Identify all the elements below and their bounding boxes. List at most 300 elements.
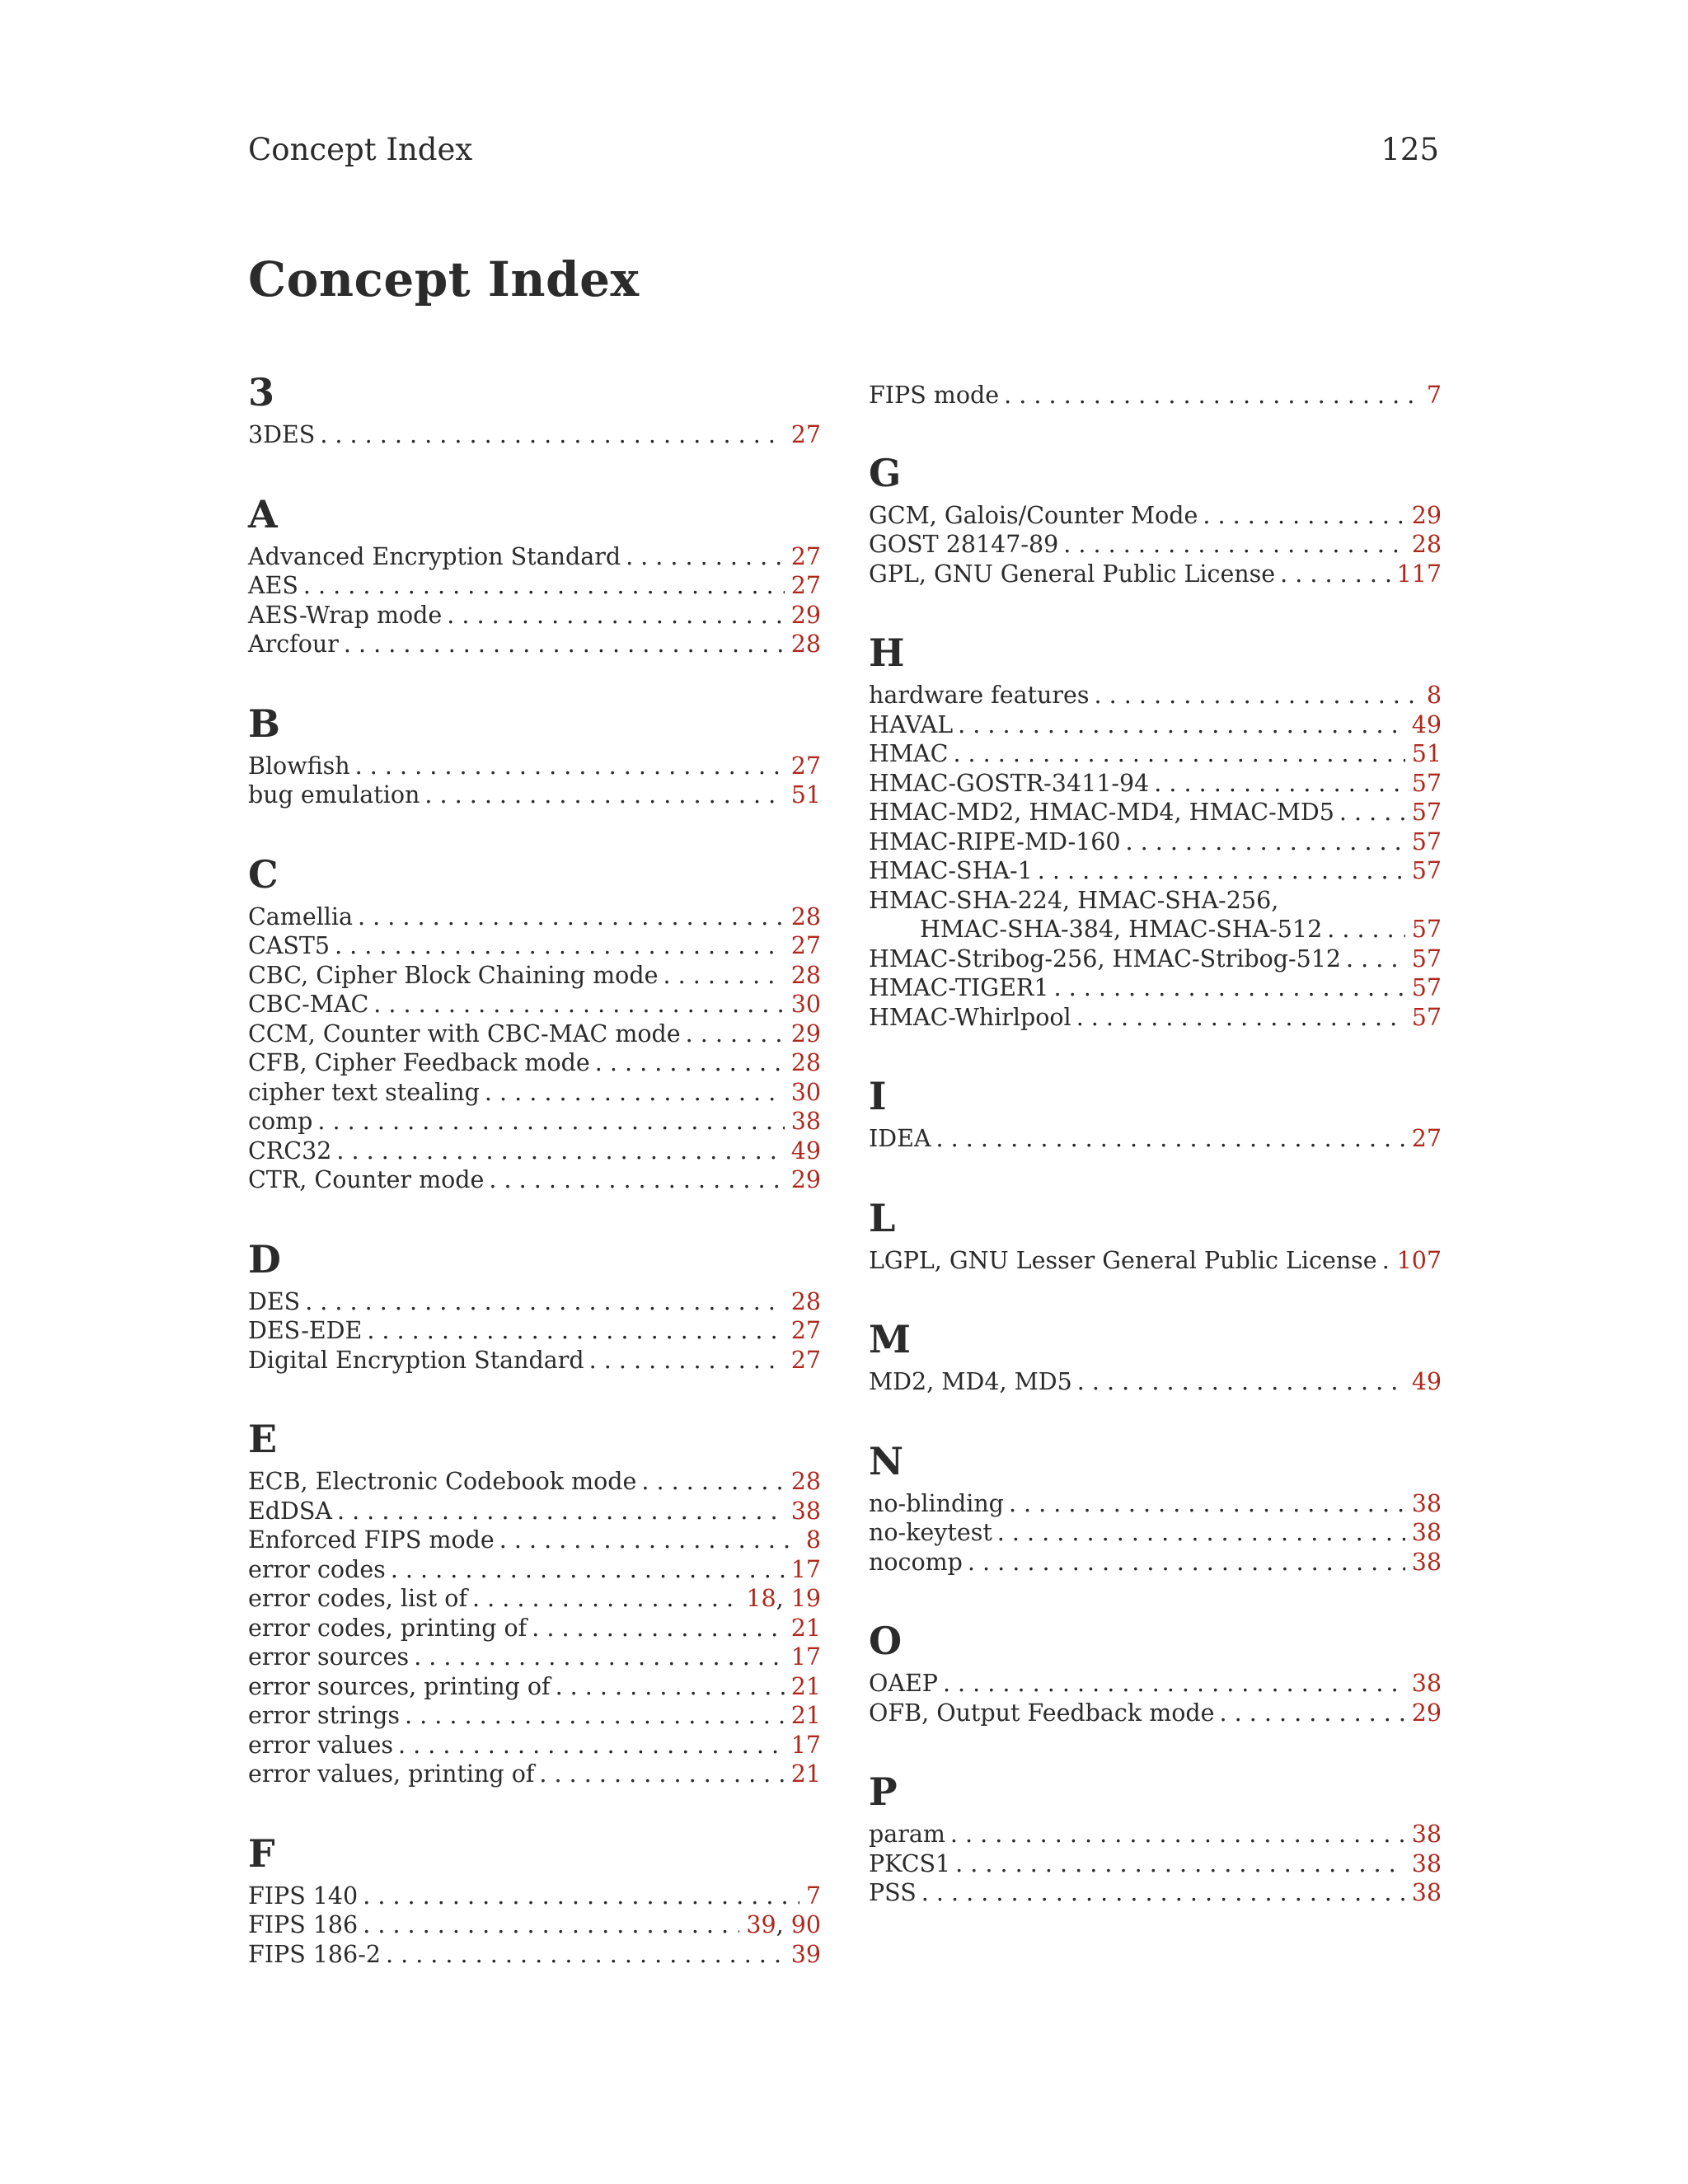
page-link[interactable]: 27: [790, 1346, 821, 1374]
page-link[interactable]: 7: [1426, 382, 1442, 409]
section-letter: A: [248, 491, 278, 537]
dot-leader: [997, 1518, 1405, 1548]
page-references: [791, 630, 821, 659]
page-references: [1412, 1669, 1442, 1699]
index-entry: [869, 769, 1442, 799]
page-link[interactable]: 90: [790, 1911, 821, 1938]
index-entry: [248, 1584, 821, 1614]
index-entry: [869, 944, 1442, 974]
page-link[interactable]: 8: [805, 1526, 821, 1554]
page-references: [791, 1019, 821, 1049]
index-entry: [248, 1165, 821, 1195]
index-section: [248, 1418, 821, 1789]
index-section: [869, 1318, 1442, 1397]
index-section: [869, 452, 1442, 589]
entry-term: CCM, Counter with CBC-MAC mode: [248, 1019, 681, 1047]
dot-leader: [556, 1672, 785, 1702]
index-section: [869, 1197, 1442, 1276]
entry-term: no-blinding: [869, 1489, 1004, 1517]
entry-term: HAVAL: [869, 710, 954, 738]
index-entry: [248, 780, 821, 810]
page-link[interactable]: 38: [1411, 1879, 1442, 1906]
page-references: [1412, 501, 1442, 531]
dot-leader: [1076, 1003, 1405, 1033]
index-entry: [869, 856, 1442, 886]
dot-leader: [363, 1882, 799, 1911]
index-entry: [869, 501, 1442, 531]
page-link[interactable]: 17: [790, 1731, 821, 1759]
page-link[interactable]: 28: [790, 902, 821, 930]
page-link[interactable]: 38: [1411, 1670, 1442, 1697]
entry-term: HMAC-GOSTR-3411-94: [869, 769, 1150, 797]
entry-term: no-keytest: [869, 1519, 992, 1546]
page-link[interactable]: 117: [1396, 560, 1442, 588]
section-letter: D: [248, 1236, 281, 1282]
page-references: [791, 1078, 821, 1108]
entry-term: FIPS 186: [248, 1911, 359, 1938]
page-link[interactable]: 107: [1396, 1246, 1442, 1274]
index-entry: [248, 630, 821, 659]
index-entry: [248, 931, 821, 961]
page-link[interactable]: 28: [790, 961, 821, 989]
index-entry: [248, 990, 821, 1019]
entry-term: comp: [248, 1108, 313, 1135]
page-references: [791, 1731, 821, 1760]
index-entry: [869, 1003, 1442, 1033]
dot-leader: [968, 1548, 1405, 1577]
page-references: [1412, 739, 1442, 769]
index-section: [248, 1238, 821, 1376]
entry-term: LGPL, GNU Lesser General Public License: [869, 1246, 1377, 1274]
page-references: [791, 1701, 821, 1731]
index-entry: [869, 681, 1442, 710]
page-link[interactable]: 28: [790, 630, 821, 658]
dot-leader: [398, 1731, 785, 1760]
index-entry: [248, 1555, 821, 1585]
index-entry: [869, 381, 1442, 410]
entry-term: AES: [248, 572, 298, 599]
dot-leader: [335, 931, 785, 961]
index-entry: [248, 752, 821, 781]
entry-term: HMAC-MD2, HMAC-MD4, HMAC-MD5: [869, 799, 1334, 826]
dot-leader: [320, 420, 784, 450]
page-references: [791, 1048, 821, 1078]
index-entry: [869, 1699, 1442, 1728]
index-entry: [248, 420, 821, 450]
dot-leader: [424, 780, 784, 810]
page-link[interactable]: 27: [790, 932, 821, 959]
page-references: [791, 1346, 821, 1376]
index-entry: [248, 902, 821, 932]
page-references: [791, 1467, 821, 1497]
page-references: [1412, 1878, 1442, 1908]
index-entry: [248, 1467, 821, 1497]
index-entry: [248, 1316, 821, 1346]
dot-leader: [1280, 560, 1390, 589]
dot-leader: [373, 990, 784, 1019]
index-section: [869, 1770, 1442, 1908]
page-references: [1412, 915, 1442, 944]
entry-term: HMAC-SHA-1: [869, 857, 1033, 884]
page-link[interactable]: 57: [1411, 799, 1442, 826]
page-link[interactable]: 27: [1411, 1125, 1442, 1152]
entry-term: Advanced Encryption Standard: [248, 542, 621, 570]
page-link[interactable]: 27: [790, 752, 821, 780]
dot-leader: [1004, 381, 1420, 410]
index-entry: [248, 1346, 821, 1376]
page-references: [1412, 1849, 1442, 1879]
page-references: [746, 1910, 821, 1940]
section-letter: P: [869, 1769, 898, 1814]
page-references: [1427, 381, 1442, 410]
entry-term: error values: [248, 1731, 394, 1759]
page-link[interactable]: 21: [790, 1672, 821, 1700]
index-entry: [248, 1701, 821, 1731]
dot-leader: [386, 1940, 785, 1970]
page-link[interactable]: 39: [746, 1911, 776, 1938]
dot-leader: [485, 1078, 785, 1108]
entry-term: FIPS 140: [248, 1882, 359, 1910]
page-link[interactable]: 8: [1426, 682, 1442, 709]
dot-leader: [950, 1820, 1405, 1849]
entry-term: AES-Wrap mode: [248, 601, 443, 629]
dot-leader: [955, 1849, 1405, 1879]
index-entry: [248, 1078, 821, 1108]
entry-term: Arcfour: [248, 630, 339, 658]
dot-leader: [1220, 1699, 1405, 1728]
page-link[interactable]: 57: [1411, 944, 1442, 972]
index-section: [248, 702, 821, 810]
page-link[interactable]: 29: [1411, 1699, 1442, 1727]
index-section: [248, 1832, 821, 1970]
page-references: [791, 1940, 821, 1970]
entry-term: error codes: [248, 1555, 386, 1583]
index-entry: [869, 1878, 1442, 1908]
index-section: [869, 381, 1442, 410]
dot-leader: [472, 1584, 739, 1614]
page-link[interactable]: 28: [790, 1049, 821, 1076]
dot-leader: [1077, 1367, 1405, 1397]
index-entry: [869, 1124, 1442, 1154]
page-link[interactable]: 38: [1411, 1489, 1442, 1517]
page-references: [1397, 560, 1442, 589]
page-link[interactable]: 38: [790, 1497, 821, 1525]
dot-leader: [358, 902, 785, 932]
entry-term: ECB, Electronic Codebook mode: [248, 1468, 637, 1495]
dot-leader: [1327, 915, 1405, 944]
page-link[interactable]: 49: [790, 1137, 821, 1165]
page-references: [1427, 681, 1442, 710]
entry-term: HMAC: [869, 740, 949, 767]
dot-leader: [405, 1701, 785, 1731]
page-link[interactable]: 7: [805, 1882, 821, 1910]
dot-leader: [686, 1019, 785, 1049]
page-link[interactable]: 38: [790, 1108, 821, 1135]
page-references: [1412, 1699, 1442, 1728]
page-link[interactable]: 30: [790, 1078, 821, 1106]
dot-leader: [1382, 1246, 1390, 1276]
entry-term: HMAC-SHA-224, HMAC-SHA-256,: [869, 886, 1279, 914]
dot-leader: [589, 1346, 785, 1376]
index-entry: [248, 1287, 821, 1317]
entry-term: PSS: [869, 1879, 917, 1906]
entry-term: param: [869, 1821, 945, 1848]
page-link[interactable]: 17: [790, 1555, 821, 1583]
index-entry: [869, 1518, 1442, 1548]
entry-term: bug emulation: [248, 781, 420, 808]
index-section: [869, 631, 1442, 1032]
section-letter: O: [869, 1619, 903, 1663]
index-entry: [248, 542, 821, 572]
page-link[interactable]: 21: [790, 1760, 821, 1788]
entry-term: 3DES: [248, 421, 316, 448]
page-references: [791, 1316, 821, 1346]
entry-term: nocomp: [869, 1548, 963, 1576]
page-link[interactable]: 57: [1411, 916, 1442, 943]
page-references: [1412, 1367, 1442, 1397]
dot-leader: [1339, 798, 1405, 827]
index-entry: [869, 1246, 1442, 1276]
index-entry: [869, 1489, 1442, 1519]
index-entry: [248, 1137, 821, 1166]
index-entry: [869, 739, 1442, 769]
page-link[interactable]: 19: [790, 1585, 821, 1612]
dot-leader: [936, 1124, 1405, 1154]
entry-term: MD2, MD4, MD5: [869, 1368, 1072, 1395]
entry-term: GPL, GNU General Public License: [869, 560, 1276, 588]
dot-leader: [626, 542, 785, 572]
entry-term: error strings: [248, 1702, 400, 1729]
page-references: [791, 1555, 821, 1585]
page-link[interactable]: 27: [790, 572, 821, 599]
entry-term: HMAC-Whirlpool: [869, 1003, 1071, 1031]
page-references: [1412, 1820, 1442, 1849]
index-entry: [869, 798, 1442, 827]
page-link[interactable]: 28: [790, 1468, 821, 1495]
index-entry: [869, 1849, 1442, 1879]
dot-leader: [641, 1467, 784, 1497]
page-link[interactable]: 29: [790, 1166, 821, 1193]
section-letter: M: [869, 1317, 911, 1361]
dot-leader: [1203, 501, 1404, 531]
page-link[interactable]: 39: [790, 1940, 821, 1968]
index-entry: [248, 1048, 821, 1078]
entry-term: OAEP: [869, 1670, 938, 1697]
page-references: [1412, 944, 1442, 974]
page-references: [1412, 827, 1442, 857]
page-link[interactable]: 27: [790, 1317, 821, 1344]
index-entry: [248, 1760, 821, 1789]
page-references: [791, 1760, 821, 1789]
entry-term: error values, printing of: [248, 1760, 535, 1788]
page-references: [791, 752, 821, 781]
page-link[interactable]: 57: [1411, 1003, 1442, 1031]
page-link[interactable]: 27: [790, 542, 821, 570]
page-link[interactable]: 57: [1411, 827, 1442, 855]
page-link[interactable]: 57: [1411, 769, 1442, 797]
index-entry: [869, 710, 1442, 740]
page-link[interactable]: 49: [1411, 1368, 1442, 1395]
page-link[interactable]: 29: [790, 601, 821, 629]
index-entry: [248, 571, 821, 601]
page-link[interactable]: 17: [790, 1643, 821, 1671]
page-references: [791, 1287, 821, 1317]
index-entry: [869, 886, 1442, 944]
entry-term: CTR, Counter mode: [248, 1166, 485, 1193]
page-references: [806, 1882, 821, 1911]
page-title: Concept Index: [248, 251, 640, 307]
index-section: [248, 493, 821, 659]
entry-term: HMAC-Stribog-256, HMAC-Stribog-512: [869, 944, 1342, 972]
page-references: [791, 571, 821, 601]
dot-leader: [921, 1878, 1405, 1908]
running-header-title: Concept Index: [248, 132, 473, 167]
index-entry: [248, 1643, 821, 1672]
dot-leader: [447, 601, 784, 630]
page-references: [1412, 710, 1442, 740]
dot-leader: [337, 1497, 785, 1526]
dot-leader: [355, 752, 785, 781]
entry-term: HMAC-RIPE-MD-160: [869, 827, 1121, 855]
entry-term: error sources: [248, 1643, 410, 1671]
entry-term: PKCS1: [869, 1849, 951, 1877]
dot-leader: [1038, 856, 1405, 886]
page-link[interactable]: 21: [790, 1614, 821, 1642]
page-link[interactable]: 57: [1411, 857, 1442, 884]
entry-term-continuation: HMAC-SHA-384, HMAC-SHA-512: [920, 916, 1323, 943]
index-entry: [248, 961, 821, 991]
section-letter: F: [248, 1830, 275, 1876]
entry-term: EdDSA: [248, 1497, 333, 1525]
page-references: [806, 1526, 821, 1555]
dot-leader: [499, 1526, 799, 1555]
page-link[interactable]: 30: [790, 991, 821, 1018]
page-link[interactable]: 57: [1411, 974, 1442, 1001]
page-link[interactable]: 21: [790, 1702, 821, 1729]
entry-term: Enforced FIPS mode: [248, 1526, 495, 1554]
entry-term: GCM, Galois/Counter Mode: [869, 501, 1198, 529]
index-entry: [248, 1910, 821, 1940]
section-letter: H: [869, 630, 905, 675]
page-references: [791, 1107, 821, 1137]
index-column-left: [248, 371, 821, 1969]
page-link[interactable]: 51: [1411, 740, 1442, 767]
page-references: [791, 1137, 821, 1166]
page-separator: ,: [776, 1911, 791, 1938]
page-references: [1412, 1124, 1442, 1154]
page-references: [791, 961, 821, 991]
page-link[interactable]: 29: [790, 1019, 821, 1047]
entry-term: FIPS mode: [869, 382, 1000, 409]
index-entry: [869, 1669, 1442, 1699]
page-link[interactable]: 27: [790, 421, 821, 448]
page-link[interactable]: 38: [1411, 1821, 1442, 1848]
page-link[interactable]: 29: [1411, 501, 1442, 529]
entry-term: error codes, printing of: [248, 1614, 528, 1642]
page-references: [1412, 1489, 1442, 1519]
dot-leader: [391, 1555, 785, 1585]
index-entry: [248, 1497, 821, 1526]
dot-leader: [414, 1643, 785, 1672]
entry-term: hardware features: [869, 682, 1090, 709]
page-references: [791, 780, 821, 810]
entry-term: CFB, Cipher Feedback mode: [248, 1049, 590, 1076]
index-section: [869, 1075, 1442, 1154]
index-entry: [248, 1672, 821, 1702]
dot-leader: [344, 630, 785, 659]
index-section: [248, 371, 821, 450]
dot-leader: [1346, 944, 1405, 974]
index-entry: [869, 560, 1442, 589]
dot-leader: [943, 1669, 1405, 1699]
page-separator: ,: [776, 1585, 791, 1612]
page-references: [791, 902, 821, 932]
index-entry: [869, 827, 1442, 857]
dot-leader: [317, 1107, 784, 1137]
section-letter: L: [869, 1195, 896, 1240]
page-link[interactable]: 28: [1411, 531, 1442, 558]
index-entry: [248, 601, 821, 630]
page-link[interactable]: 38: [1411, 1519, 1442, 1546]
entry-term: CRC32: [248, 1137, 332, 1165]
section-letter: E: [248, 1417, 278, 1461]
index-entry: [248, 1882, 821, 1911]
page-references: [1412, 530, 1442, 560]
index-column-right: [869, 371, 1442, 1908]
index-entry: [248, 1614, 821, 1643]
dot-leader: [1094, 681, 1419, 710]
entry-term: CBC-MAC: [248, 991, 369, 1018]
entry-term: DES: [248, 1287, 301, 1315]
index-entry: [248, 1731, 821, 1760]
page-link[interactable]: 38: [1411, 1548, 1442, 1576]
page-references: [791, 1497, 821, 1526]
dot-leader: [532, 1614, 785, 1643]
dot-leader: [363, 1910, 739, 1940]
dot-leader: [1126, 827, 1405, 857]
page-references: [791, 542, 821, 572]
page-references: [1412, 798, 1442, 827]
dot-leader: [1063, 530, 1404, 560]
page-link[interactable]: 38: [1411, 1849, 1442, 1877]
page-references: [1412, 769, 1442, 799]
index-entry: [869, 1820, 1442, 1849]
entry-term: CAST5: [248, 932, 331, 959]
page-references: [1412, 856, 1442, 886]
entry-term: CBC, Cipher Block Chaining mode: [248, 961, 659, 989]
page-link[interactable]: 51: [790, 781, 821, 808]
index-section: [869, 1440, 1442, 1577]
entry-term: Camellia: [248, 902, 354, 930]
page-references: [791, 1165, 821, 1195]
index-entry: [869, 1548, 1442, 1577]
dot-leader: [1009, 1489, 1405, 1519]
page-references: [791, 1672, 821, 1702]
dot-leader: [1154, 769, 1405, 799]
dot-leader: [595, 1048, 785, 1078]
page-link[interactable]: 28: [790, 1287, 821, 1315]
page-link[interactable]: 49: [1411, 710, 1442, 738]
entry-term: error sources, printing of: [248, 1672, 551, 1700]
page-link[interactable]: 18: [746, 1585, 776, 1612]
page-references: [791, 601, 821, 630]
index-entry: [869, 973, 1442, 1003]
page-references: [746, 1584, 821, 1614]
index-entry: [869, 1367, 1442, 1397]
entry-term: cipher text stealing: [248, 1078, 480, 1106]
dot-leader: [958, 710, 1405, 740]
page-references: [1412, 973, 1442, 1003]
